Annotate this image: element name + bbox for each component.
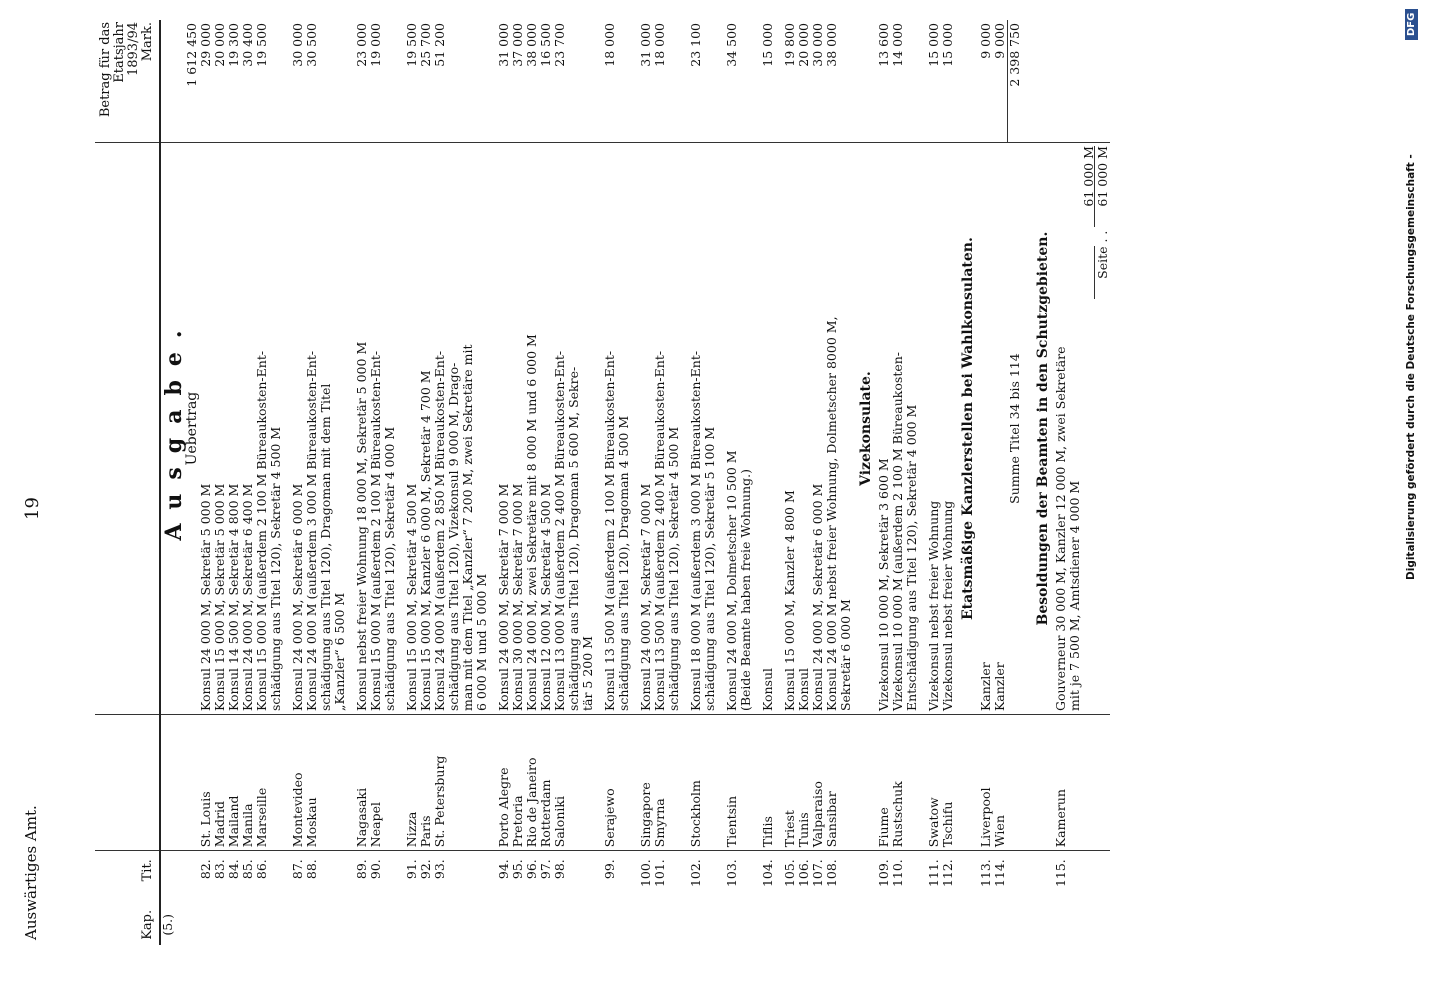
place-name: Wien [993,715,1008,851]
vize-heading: Vizekonsulate. [853,143,877,715]
tit-number: 83. [213,851,227,905]
amount: 30 500 [304,23,319,67]
table-row [603,20,631,945]
col-place [95,715,160,851]
amount: 31 000 [638,23,653,67]
amount: 9 000 [992,23,1007,59]
amount: 38 000 [524,23,539,67]
description [891,143,919,715]
table-row [653,20,681,945]
amount: 37 000 [510,23,525,67]
seite-amount: 61 000 M [1094,146,1110,227]
description-line: „Kanzler“ 6 500 M [332,592,347,712]
place-name: Valparaiso [811,715,825,851]
table-row [539,20,553,945]
place-name: Swatow [927,715,941,851]
description-line: mit je 7 500 M, Amtsdiener 4 000 M [1067,480,1082,712]
description-line: Kanzler [992,662,1007,712]
dfg-logo: DFG [1405,9,1418,40]
col-tit: Tit. [95,851,160,905]
amount: 15 000 [940,23,955,67]
description [725,143,753,715]
tit-number: 85. [241,851,255,905]
place-name: Moskau [305,715,347,851]
description [369,143,397,715]
description [291,143,305,715]
page-number: 19 [22,497,43,520]
description-line: man mit dem Titel „Kanzler“ 7 200 M, zwei Sekretäre mit [460,344,475,712]
description [553,143,595,715]
table-row [993,20,1008,945]
table-row [927,20,941,945]
table-row [783,20,797,945]
description-line: Konsul 18 000 M (außerdem 3 000 M Büreaukosten-Ent- [688,350,703,712]
tit-number: 89. [355,851,369,905]
tit-number: 110. [891,851,919,905]
place-name: Montevideo [291,715,305,851]
table-header-row [95,20,160,945]
description-line: Konsul 15 000 M, Kanzler 6 000 M, Sekretär 4 700 M [418,370,433,712]
description-line: Konsul 15 000 M, Sekretär 5 000 M [212,483,227,712]
place-name: Tunis [797,715,811,851]
amount: 30 400 [240,23,255,67]
tit-number: 87. [291,851,305,905]
col-amount [95,20,160,143]
table-body [160,20,1110,945]
description-line: Konsul 24 000 M, Sekretär 6 000 M [290,483,305,712]
table-row [497,20,511,945]
place-name: Nizza [405,715,419,851]
kanzler-heading-row [955,20,979,945]
col-kap: Kap. [95,905,160,945]
tit-number: 91. [405,851,419,905]
description [941,143,955,715]
description [979,143,993,715]
description-line: Konsul 13 000 M (außerdem 2 400 M Büreaukosten-Ent- [552,350,567,712]
description-line: Konsul [796,667,811,712]
tit-number: 88. [305,851,347,905]
description-line: Konsul 24 000 M (außerdem 3 000 M Büreaukosten-Ent- [304,350,319,712]
tit-number: 103. [725,851,753,905]
amount: 23 000 [354,23,369,67]
summe-row [1008,20,1023,945]
summe-amount: 2 398 750 [1008,20,1023,143]
amount: 19 800 [782,23,797,67]
tit-number: 112. [941,851,955,905]
table-row [941,20,955,945]
description [305,143,347,715]
description-line: schädigung aus Titel 120), Dragoman mit dem Titel [318,383,333,712]
table-row [199,20,213,945]
tit-number: 107. [811,851,825,905]
tit-number: 95. [511,851,525,905]
tit-number: 92. [419,851,433,905]
table-row [433,20,489,945]
description [419,143,433,715]
table-row [525,20,539,945]
description [241,143,255,715]
description [761,143,775,715]
place-name: Kamerun [1054,715,1096,851]
summe-label: Summe Titel 34 bis 114 [1008,143,1023,715]
amount: 16 500 [538,23,553,67]
amount: 38 000 [824,23,839,67]
description-line: Vizekonsul nebst freier Wohnung [940,500,955,712]
place-name: Sansibar [825,715,853,851]
running-header: Auswärtiges Amt. [22,805,40,940]
place-name: Tientsin [725,715,753,851]
table-row [553,20,595,945]
description-line: Entschädigung aus Titel 120), Sekretär 4 000 M [904,404,919,712]
tit-number: 99. [603,851,631,905]
place-name: Fiume [877,715,891,851]
description-line: Vizekonsul 10 000 M, Sekretär 3 600 M [876,458,891,712]
amount: 29 000 [198,23,213,67]
description-line: Konsul 24 000 M, zwei Sekretäre mit 8 000 M und 6 000 M [524,334,539,712]
budget-table [95,20,1110,945]
kanzler-heading: Etatsmäßige Kanzlerstellen bei Wahlkonsulaten. [955,143,979,715]
tit-number: 100. [639,851,653,905]
amount: 51 200 [432,23,447,67]
place-name: Tiflis [761,715,775,851]
place-name: St. Louis [199,715,213,851]
description-line: Konsul 15 000 M (außerdem 2 100 M Büreaukosten-Ent- [368,350,383,712]
table-row [355,20,369,945]
amount: 20 000 [796,23,811,67]
col-desc [95,143,160,715]
uebertrag-label: Uebertrag [185,143,199,715]
description [525,143,539,715]
description [1054,143,1096,715]
col-amount-label: Betrag für das Etatsjahr 1893/94 [98,22,141,118]
description-line: schädigung aus Titel 120), Dragoman 4 500 M [616,415,631,712]
place-name: Neapel [369,715,397,851]
description-line: Konsul nebst freier Wohnung 18 000 M, Sekretär 5 000 M [354,341,369,712]
description-line: Konsul 13 500 M (außerdem 2 400 M Büreaukosten-Ent- [652,350,667,712]
description [255,143,283,715]
description [433,143,489,715]
place-name: Rustschuk [891,715,919,851]
amount: 15 000 [760,23,775,67]
tit-number: 109. [877,851,891,905]
place-name: Singapore [639,715,653,851]
tit-number: 96. [525,851,539,905]
tit-number: 102. [689,851,717,905]
amount: 30 000 [810,23,825,67]
description-line: Konsul 15 000 M (außerdem 2 100 M Büreaukosten-Ent- [254,350,269,712]
description-line: Sekretär 6 000 M [838,599,853,712]
amount: 19 500 [254,23,269,67]
amount: 19 500 [404,23,419,67]
description [993,143,1008,715]
inner-amount: 61 000 M [1081,146,1096,207]
amount: 23 700 [552,23,567,67]
description-line: 6 000 M und 5 000 M [474,573,489,712]
description-line: Konsul 24 000 M (außerdem 2 850 M Büreaukosten-Ent- [432,350,447,712]
table-row [241,20,255,945]
description [877,143,891,715]
table-row [811,20,825,945]
description [213,143,227,715]
amount: 18 000 [652,23,667,67]
description-line: schädigung aus Titel 120), Vizekonsul 9 000 M, Drago- [446,362,461,712]
description-line: Konsul 30 000 M, Sekretär 7 000 M [510,483,525,712]
description-line: Konsul 15 000 M, Kanzler 4 800 M [782,490,797,712]
amount: 13 600 [876,23,891,67]
place-name: Tschifu [941,715,955,851]
title-row [160,20,185,945]
description [199,143,213,715]
place-name: Serajewo [603,715,631,851]
amount: 34 500 [724,23,739,67]
place-name: Smyrna [653,715,681,851]
schutz-heading: Besoldungen der Beamten in den Schutzgebieten. [1030,143,1054,715]
description [797,143,811,715]
description-line: Konsul 24 000 M, Sekretär 5 000 M [198,483,213,712]
table-row [255,20,283,945]
description [227,143,241,715]
tit-number: 106. [797,851,811,905]
description-line: schädigung aus Titel 120), Dragoman 5 600 M, Sekre- [566,366,581,712]
vize-heading-row [853,20,877,945]
description-line: Konsul 24 000 M, Dolmetscher 10 500 M [724,450,739,712]
description [355,143,369,715]
tit-number: 101. [653,851,681,905]
table-row [511,20,525,945]
kap-number: (5.) [160,913,175,936]
tit-number: 86. [255,851,283,905]
description [783,143,797,715]
place-name: Mailand [227,715,241,851]
place-name: Saloniki [553,715,595,851]
tit-number: 84. [227,851,241,905]
place-name: Triest [783,715,797,851]
table-row [1054,20,1096,945]
amount: 14 000 [890,23,905,67]
place-name: Nagasaki [355,715,369,851]
tit-number: 82. [199,851,213,905]
tit-number: 93. [433,851,489,905]
table-row [419,20,433,945]
table-row [227,20,241,945]
description-line: Konsul 15 000 M, Sekretär 4 500 M [404,483,419,712]
table-row [877,20,891,945]
seite-row: Seite . . 61 000 M [1096,20,1110,945]
description-line: Konsul 24 000 M, Sekretär 7 000 M [496,483,511,712]
table-row [825,20,853,945]
amount: 19 300 [226,23,241,67]
tit-number: 113. [979,851,993,905]
col-amount-unit: Mark. [140,22,155,62]
description [811,143,825,715]
table-row [761,20,775,945]
amount: 15 000 [926,23,941,67]
place-name: Liverpool [979,715,993,851]
amount: 25 700 [418,23,433,67]
tit-number: 90. [369,851,397,905]
description [825,143,853,715]
section-title: Ausgabe. [160,143,185,715]
table-row [891,20,919,945]
table-row [405,20,419,945]
description-line: Konsul 24 000 M nebst freier Wohnung, Dolmetscher 8000 M, [824,316,839,712]
table-row [979,20,993,945]
tit-number: 105. [783,851,797,905]
description-line: Vizekonsul 10 000 M (außerdem 2 100 M Büreaukosten- [890,351,905,712]
description [653,143,681,715]
uebertrag-amount: 1 612 450 [184,23,199,87]
description [603,143,631,715]
uebertrag-row [185,20,199,945]
footer-note: Digitalisierung gefördert durch die Deutsche Forschungsgemeinschaft - [1405,154,1417,580]
place-name: Paris [419,715,433,851]
description [927,143,941,715]
description-line: Konsul 24 000 M, Sekretär 6 000 M [810,483,825,712]
place-name: Rotterdam [539,715,553,851]
tit-number: 111. [927,851,941,905]
description-line: Vizekonsul nebst freier Wohnung [926,500,941,712]
table-row [369,20,397,945]
description [639,143,653,715]
amount: 31 000 [496,23,511,67]
description-line: tär 5 200 M [580,636,595,712]
description-line: schädigung aus Titel 120), Sekretär 4 000 M [382,426,397,712]
table-row [639,20,653,945]
table-row [797,20,811,945]
amount: 20 000 [212,23,227,67]
amount: 30 000 [290,23,305,67]
place-name: Stockholm [689,715,717,851]
tit-number: 94. [497,851,511,905]
description-line: Gouverneur 30 000 M, Kanzler 12 000 M, zwei Sekretäre [1053,346,1068,712]
description-line: Konsul 13 500 M (außerdem 2 100 M Büreaukosten-Ent- [602,350,617,712]
place-name: Porto Alegre [497,715,511,851]
description [405,143,419,715]
description-line: Konsul 24 000 M, Sekretär 6 400 M [240,483,255,712]
table-row [213,20,227,945]
tit-number: 108. [825,851,853,905]
table-row [689,20,717,945]
description-line: (Beide Beamte haben freie Wohnung.) [738,469,753,712]
place-name: Manila [241,715,255,851]
table-row [725,20,753,945]
description [511,143,525,715]
description-line: Konsul 24 000 M, Sekretär 7 000 M [638,483,653,712]
tit-number: 104. [761,851,775,905]
description-line: Konsul 14 500 M, Sekretär 4 800 M [226,483,241,712]
description-line: schädigung aus Titel 120), Sekretär 5 100 M [702,426,717,712]
table-row [305,20,347,945]
seite-label: Seite [1094,246,1110,298]
description-line: Kanzler [978,662,993,712]
tit-number: 114. [993,851,1008,905]
description-line: schädigung aus Titel 120), Sekretär 4 500 M [268,426,283,712]
place-name: Pretoria [511,715,525,851]
amount: 19 000 [368,23,383,67]
description-line: Konsul [760,667,775,712]
place-name: Marseille [255,715,283,851]
place-name: Madrid [213,715,227,851]
amount: 9 000 [978,23,993,59]
tit-number: 98. [553,851,595,905]
amount: 23 100 [688,23,703,67]
place-name: Rio de Janeiro [525,715,539,851]
description-line: Konsul 12 000 M, Sekretär 4 500 M [538,483,553,712]
amount: 18 000 [602,23,617,67]
description [497,143,511,715]
schutz-heading-row [1030,20,1054,945]
place-name: St. Petersburg [433,715,489,851]
tit-number: 97. [539,851,553,905]
amount [1054,20,1096,143]
description [689,143,717,715]
tit-number: 115. [1054,851,1096,905]
description [539,143,553,715]
table-row [291,20,305,945]
description-line: schädigung aus Titel 120), Sekretär 4 500 M [666,426,681,712]
